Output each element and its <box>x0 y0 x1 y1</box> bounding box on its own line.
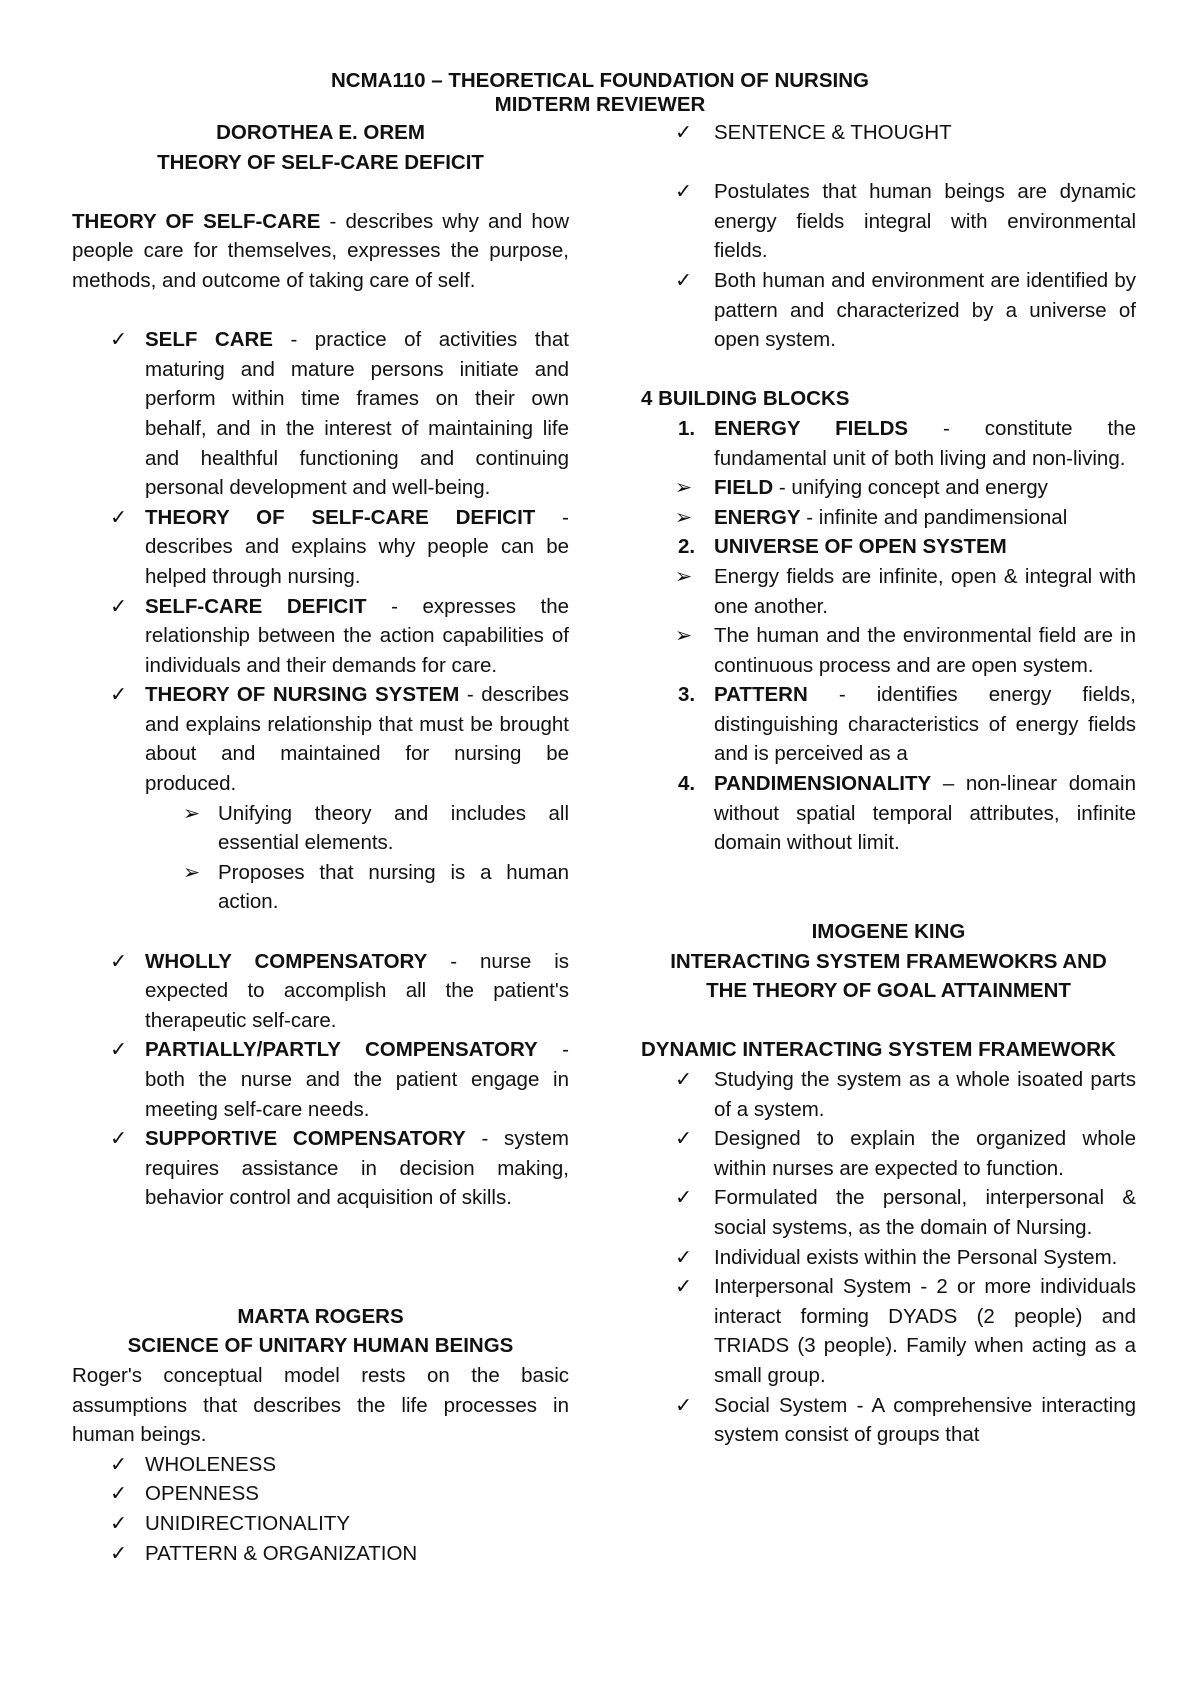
list-item <box>641 1391 1136 1450</box>
check-icon: ✓ <box>110 1541 128 1565</box>
check-icon: ✓ <box>675 1127 693 1151</box>
check-icon: ✓ <box>110 1452 128 1476</box>
arrow-bullet-icon: ➢ <box>183 860 201 884</box>
item-number: 3. <box>678 683 696 707</box>
item-text: - both the nurse and the patient engage in meeting self-care needs. <box>145 1038 569 1121</box>
list-item <box>641 1243 1136 1273</box>
item-term: PANDIMENSIONALITY <box>714 772 932 796</box>
check-icon: ✓ <box>675 1186 693 1210</box>
list-item <box>641 503 1136 533</box>
rogers-theory-title: SCIENCE OF UNITARY HUMAN BEINGS <box>127 1334 514 1358</box>
arrow-bullet-icon: ➢ <box>675 624 693 648</box>
check-icon: ✓ <box>110 505 128 529</box>
list-item <box>641 1183 1136 1242</box>
orem-nursing-system-sublist <box>72 799 569 917</box>
list-item <box>641 621 1136 680</box>
orem-name: DOROTHEA E. OREM <box>216 121 425 144</box>
item-term: SUPPORTIVE COMPENSATORY <box>145 1127 466 1151</box>
rogers-intro: Roger's conceptual model rests on the basic assumptions that describes the life processes in human beings. <box>72 1363 569 1447</box>
item-text: PATTERN & ORGANIZATION <box>145 1541 418 1565</box>
item-text: - nurse is expected to accomplish all the patient's therapeutic self-care. <box>145 949 570 1032</box>
check-icon: ✓ <box>675 1393 693 1417</box>
orem-intro <box>72 207 569 296</box>
check-icon: ✓ <box>110 594 128 618</box>
list-item <box>72 680 569 798</box>
king-framework-list <box>641 1065 1136 1450</box>
arrow-bullet-icon: ➢ <box>675 505 693 529</box>
list-item <box>72 1124 569 1213</box>
list-item <box>72 1539 569 1569</box>
item-number: 4. <box>678 772 696 796</box>
list-item <box>641 769 1136 858</box>
item-term: SELF CARE <box>145 328 273 352</box>
list-item <box>72 1450 569 1480</box>
item-text: - unifying concept and energy <box>773 476 1048 500</box>
item-number: 2. <box>678 535 696 559</box>
item-text: Interpersonal System - 2 or more individuals interact forming DYADS (2 people) and TRIADS (3 people). Family when acting as a small group. <box>714 1275 1136 1387</box>
check-icon: ✓ <box>110 1482 128 1506</box>
building-blocks-list <box>641 414 1136 858</box>
check-icon: ✓ <box>110 949 128 973</box>
item-term: SELF-CARE DEFICIT <box>145 594 367 618</box>
list-item <box>641 266 1136 355</box>
list-item <box>72 799 569 858</box>
check-icon: ✓ <box>110 683 128 707</box>
item-text: – non-linear domain without spatial temporal attributes, infinite domain without limit. <box>714 772 1136 855</box>
list-item <box>72 947 569 1036</box>
item-text: The human and the environmental field are in continuous process and are open system. <box>714 624 1136 677</box>
list-item <box>641 414 1136 473</box>
rogers-assumptions-continued <box>641 118 1136 148</box>
orem-intro-term: THEORY OF SELF-CARE <box>72 209 321 233</box>
arrow-bullet-icon: ➢ <box>183 801 201 825</box>
list-item <box>641 473 1136 503</box>
check-icon: ✓ <box>675 180 693 204</box>
orem-intro-text: - describes why and how people care for themselves, expresses the purpose, methods, and outcome of taking care of self. <box>72 209 569 292</box>
item-text: Postulates that human beings are dynamic energy fields integral with environmental fields. <box>714 180 1136 263</box>
check-icon: ✓ <box>675 268 693 292</box>
item-term: THEORY OF SELF-CARE DEFICIT <box>145 505 536 529</box>
list-item <box>72 1479 569 1509</box>
list-item <box>641 118 1136 148</box>
item-text: Studying the system as a whole isoated parts of a system. <box>714 1068 1136 1121</box>
item-text: WHOLENESS <box>145 1452 276 1476</box>
check-icon: ✓ <box>675 1068 693 1091</box>
item-text: Formulated the personal, interpersonal & social systems, as the domain of Nursing. <box>714 1186 1136 1239</box>
item-text: Energy fields are infinite, open & integral with one another. <box>714 564 1136 618</box>
list-item <box>641 177 1136 266</box>
item-term: PARTIALLY/PARTLY COMPENSATORY <box>145 1038 538 1062</box>
list-item <box>641 562 1136 621</box>
check-icon: ✓ <box>110 1038 128 1062</box>
rogers-name: MARTA ROGERS <box>237 1304 404 1328</box>
item-text: Social System - A comprehensive interacting system consist of groups that <box>714 1393 1136 1447</box>
rogers-assumptions-list <box>72 1450 569 1568</box>
item-term: FIELD <box>714 476 774 500</box>
building-blocks-heading-text: 4 BUILDING BLOCKS <box>641 387 850 411</box>
item-term: ENERGY FIELDS <box>714 416 909 440</box>
orem-theory-title: THEORY OF SELF-CARE DEFICIT <box>157 150 484 174</box>
item-term: ENERGY <box>714 505 801 529</box>
list-item <box>72 503 569 592</box>
list-item <box>72 325 569 503</box>
item-text: Designed to explain the organized whole within nurses are expected to function. <box>714 1127 1136 1180</box>
king-section-heading: DYNAMIC INTERACTING SYSTEM FRAMEWORK <box>641 1038 1116 1062</box>
left-column <box>72 118 569 1568</box>
list-item <box>641 1272 1136 1390</box>
list-item <box>72 1509 569 1539</box>
item-text: SENTENCE & THOUGHT <box>714 121 952 144</box>
item-number: 1. <box>678 416 696 440</box>
king-name: IMOGENE KING <box>811 920 966 944</box>
item-text: - expresses the relationship between the action capabilities of individuals and their demands for care. <box>145 594 569 677</box>
check-icon: ✓ <box>110 1511 128 1535</box>
king-theory-line-1: INTERACTING SYSTEM FRAMEWOKRS AND <box>670 949 1107 973</box>
item-text: Both human and environment are identified by pattern and characterized by a universe of open system. <box>714 268 1136 352</box>
item-text: - identifies energy fields, distinguishing characteristics of energy fields and is perceived as a <box>714 683 1136 766</box>
item-term: UNIVERSE OF OPEN SYSTEM <box>714 535 1007 559</box>
item-term: PATTERN <box>714 683 808 707</box>
item-text: Individual exists within the Personal System. <box>714 1245 1118 1269</box>
list-item <box>72 592 569 681</box>
document-subtitle: MIDTERM REVIEWER <box>494 93 706 116</box>
list-item <box>72 1035 569 1124</box>
item-text: OPENNESS <box>145 1482 259 1506</box>
orem-systems-list <box>72 947 569 1213</box>
arrow-bullet-icon: ➢ <box>675 476 693 500</box>
check-icon: ✓ <box>675 121 693 144</box>
item-term: WHOLLY COMPENSATORY <box>145 949 428 973</box>
list-item <box>72 858 569 917</box>
item-text: Unifying theory and includes all essential elements. <box>218 801 569 855</box>
check-icon: ✓ <box>675 1275 693 1299</box>
item-text: - infinite and pandimensional <box>800 505 1068 529</box>
right-column <box>641 118 1136 1450</box>
building-blocks-heading <box>641 384 1136 414</box>
item-text: - describes and explains why people can be helped through nursing. <box>145 505 569 588</box>
item-text: - describes and explains relationship that must be brought about and maintained for nursing be produced. <box>145 683 569 796</box>
check-icon: ✓ <box>675 1245 693 1269</box>
list-item <box>641 1124 1136 1183</box>
item-text: Proposes that nursing is a human action. <box>218 860 569 914</box>
list-item <box>641 680 1136 769</box>
item-text: - practice of activities that maturing and mature persons initiate and perform within time frames on their own behalf, and in the interest of maintaining life and healthful functioning and continuing personal development and well-being. <box>145 328 569 500</box>
check-icon: ✓ <box>110 1127 128 1151</box>
item-text: UNIDIRECTIONALITY <box>145 1511 351 1535</box>
item-term: THEORY OF NURSING SYSTEM <box>145 683 460 707</box>
course-title: NCMA110 – THEORETICAL FOUNDATION OF NURSING <box>331 69 869 92</box>
king-theory-line-2: THE THEORY OF GOAL ATTAINMENT <box>706 979 1071 1003</box>
orem-concepts-list <box>72 325 569 799</box>
list-item <box>641 1065 1136 1124</box>
item-text: - system requires assistance in decision making, behavior control and acquisition of skills. <box>145 1127 569 1210</box>
arrow-bullet-icon: ➢ <box>675 564 693 588</box>
item-text: - constitute the fundamental unit of both living and non-living. <box>714 416 1136 470</box>
list-item <box>641 532 1136 562</box>
rogers-postulates-list <box>641 177 1136 355</box>
check-icon: ✓ <box>110 328 128 352</box>
